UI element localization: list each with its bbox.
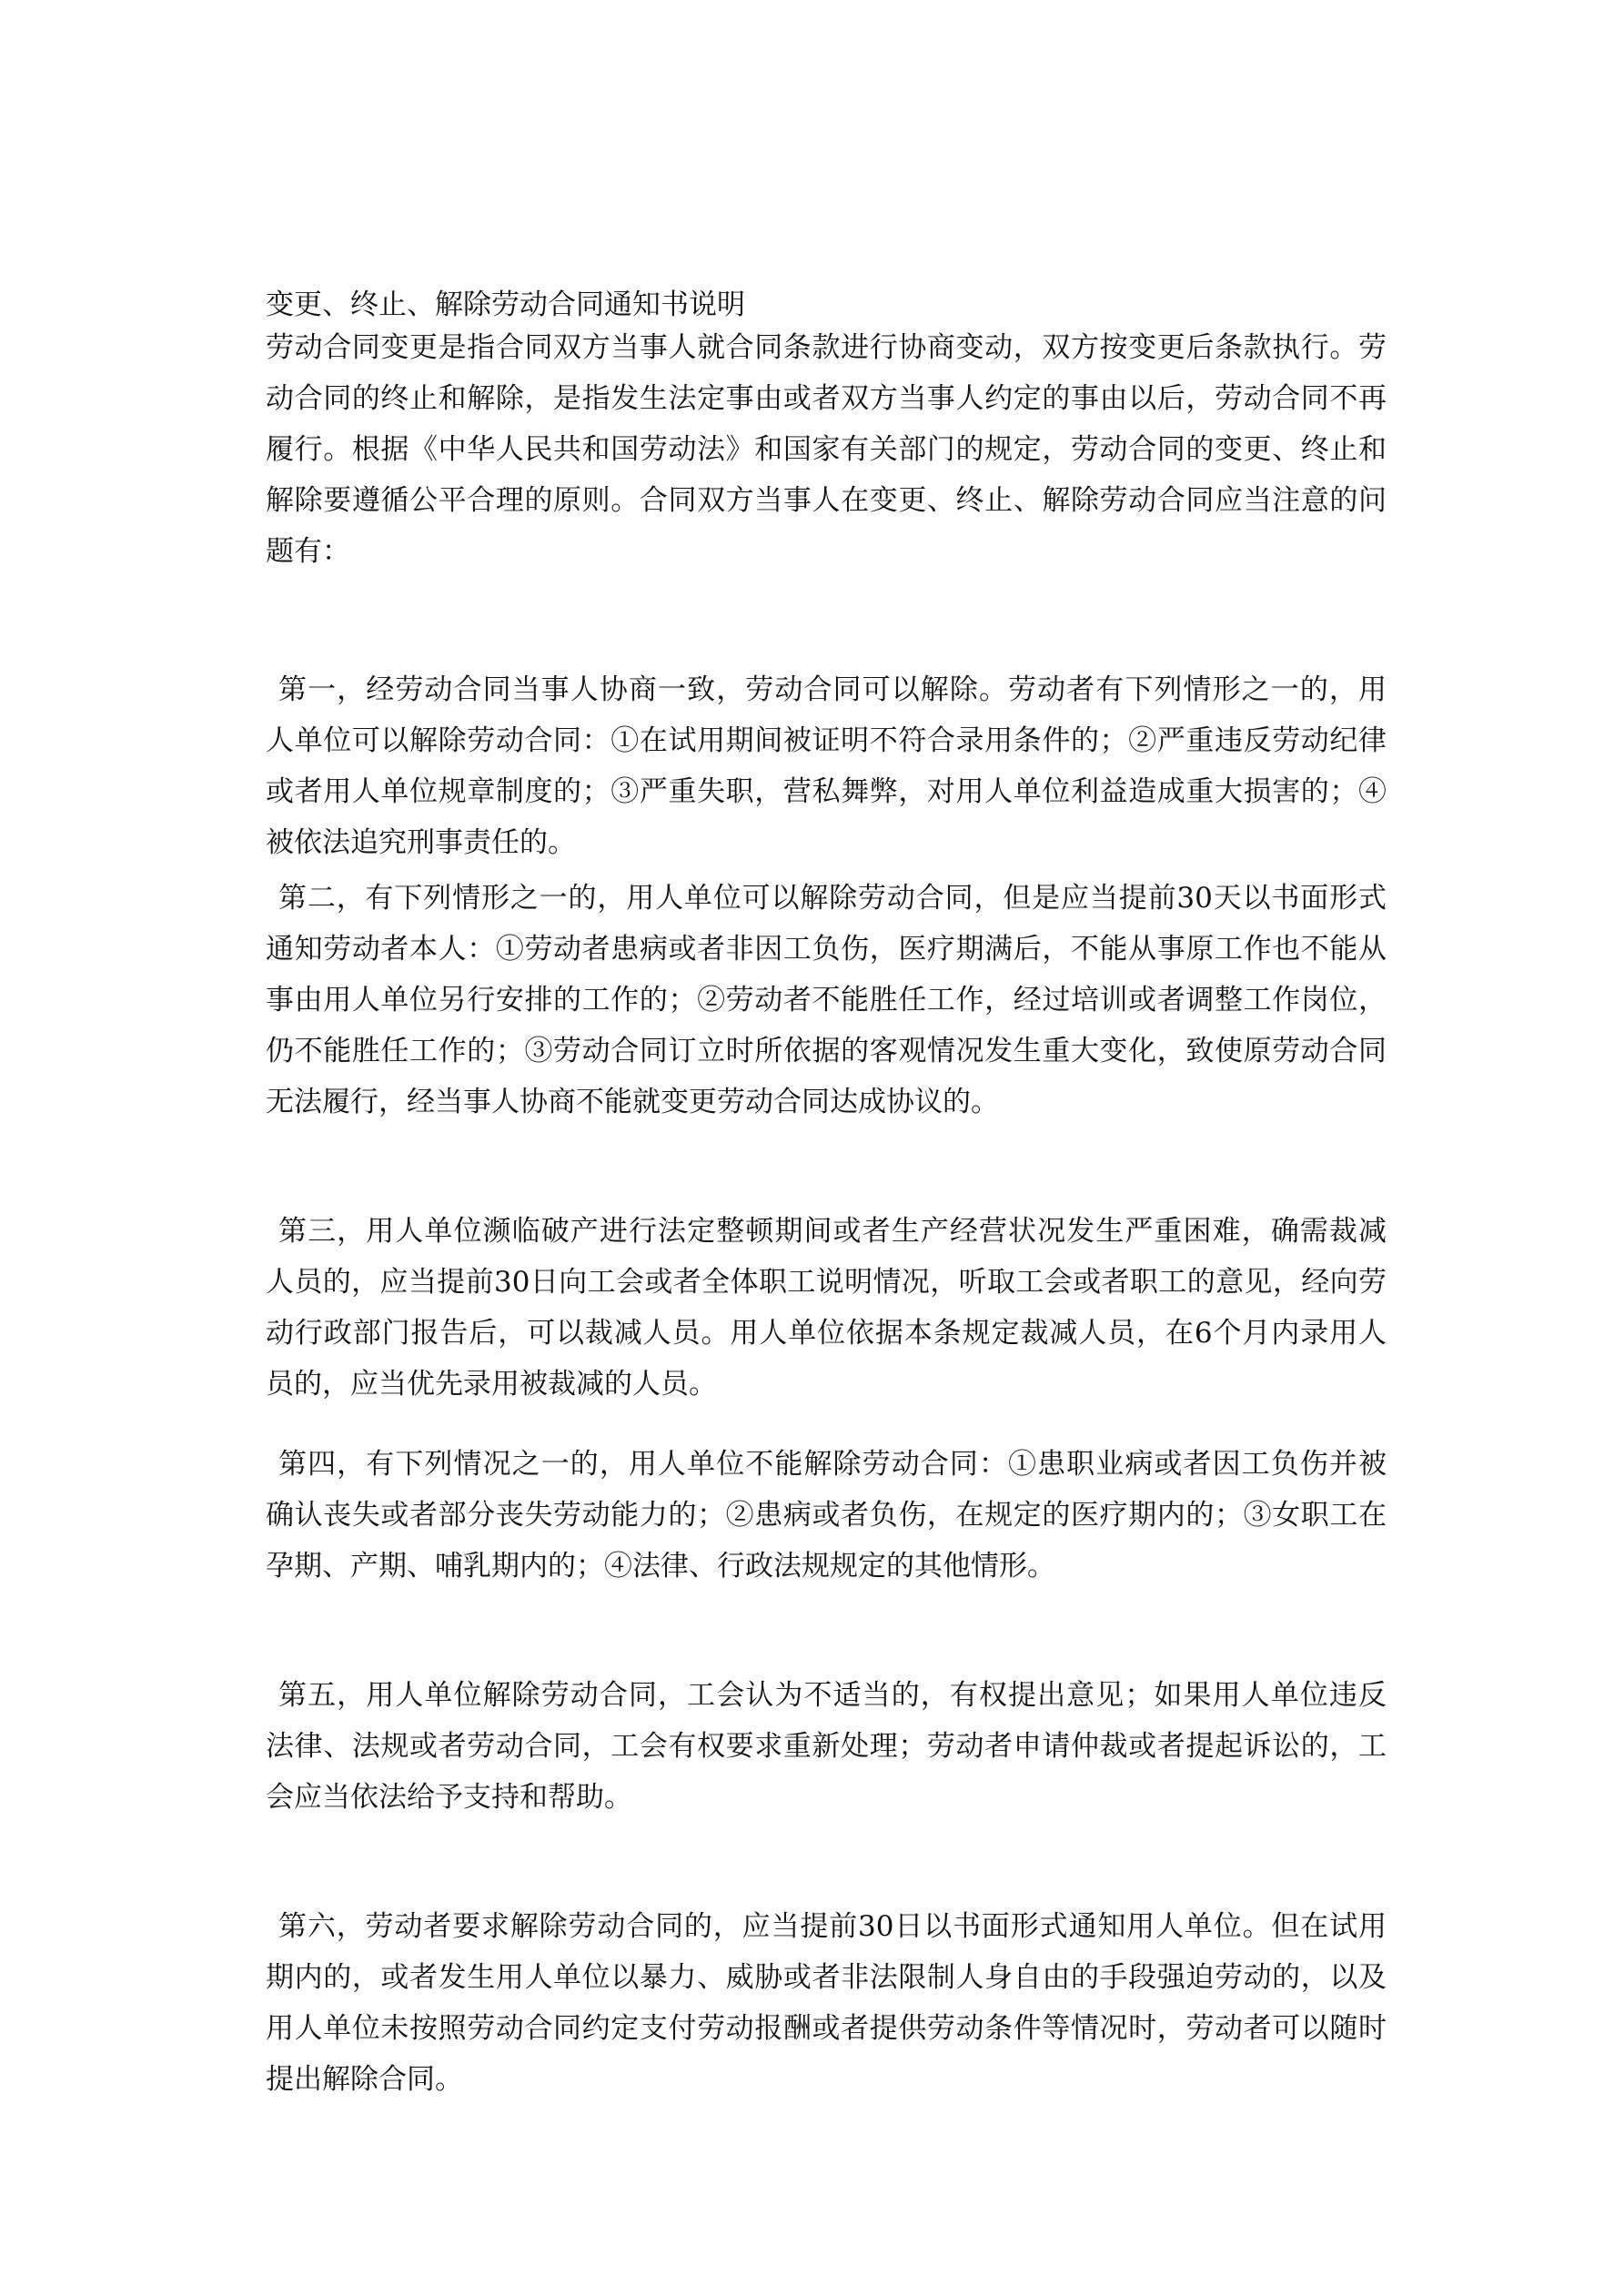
paragraph-line: 用人单位未按照劳动合同约定支付劳动报酬或者提供劳动条件等情况时，劳动者可以随时 <box>266 2012 1387 2045</box>
paragraph-line: 动合同的终止和解除，是指发生法定事由或者双方当事人约定的事由以后，劳动合同不再 <box>266 382 1387 415</box>
paragraph-line: 确认丧失或者部分丧失劳动能力的；②患病或者负伤，在规定的医疗期内的；③女职工在 <box>266 1499 1387 1532</box>
paragraph-line: 解除要遵循公平合理的原则。合同双方当事人在变更、终止、解除劳动合同应当注意的问 <box>266 484 1387 517</box>
paragraph-fourth <box>266 1439 1387 1592</box>
paragraph-line: 第五，用人单位解除劳动合同，工会认为不适当的，有权提出意见；如果用人单位违反 <box>278 1679 1387 1712</box>
paragraph-line: 人员的，应当提前30日向工会或者全体职工说明情况，听取工会或者职工的意见，经向劳 <box>266 1266 1387 1299</box>
paragraph-line: 员的，应当优先录用被裁减的人员。 <box>266 1368 717 1401</box>
paragraph-line: 履行。根据《中华人民共和国劳动法》和国家有关部门的规定，劳动合同的变更、终止和 <box>266 433 1387 466</box>
paragraph-line: 事由用人单位另行安排的工作的；②劳动者不能胜任工作，经过培训或者调整工作岗位， <box>266 984 1387 1017</box>
paragraph-line: 人单位可以解除劳动合同：①在试用期间被证明不符合录用条件的；②严重违反劳动纪律 <box>266 724 1387 757</box>
paragraph-line: 期内的，或者发生用人单位以暴力、威胁或者非法限制人身自由的手段强迫劳动的，以及 <box>266 1961 1387 1994</box>
paragraph-line: 或者用人单位规章制度的；③严重失职，营私舞弊，对用人单位利益造成重大损害的；④ <box>266 775 1387 808</box>
paragraph-first <box>266 664 1387 868</box>
title-text: 变更、终止、解除劳动合同通知书说明 <box>266 288 745 321</box>
paragraph-line: 孕期、产期、哺乳期内的；④法律、行政法规规定的其他情形。 <box>266 1550 1055 1583</box>
paragraph-line: 会应当依法给予支持和帮助。 <box>266 1781 632 1814</box>
paragraph-line: 第四，有下列情况之一的，用人单位不能解除劳动合同：①患职业病或者因工负伤并被 <box>278 1448 1387 1481</box>
paragraph-sixth <box>266 1901 1387 2105</box>
paragraph-line: 提出解除合同。 <box>266 2063 463 2096</box>
paragraph-line: 通知劳动者本人：①劳动者患病或者非因工负伤，医疗期满后，不能从事原工作也不能从 <box>266 933 1387 966</box>
paragraph-line: 被依法追究刑事责任的。 <box>266 826 576 859</box>
paragraph-third <box>266 1206 1387 1410</box>
paragraph-intro <box>266 322 1387 577</box>
paragraph-line: 无法履行，经当事人协商不能就变更劳动合同达成协议的。 <box>266 1086 999 1118</box>
paragraph-line: 题有： <box>266 535 350 568</box>
paragraph-line: 劳动合同变更是指合同双方当事人就合同条款进行协商变动，双方按变更后条款执行。劳 <box>266 331 1387 364</box>
paragraph-line: 法律、法规或者劳动合同，工会有权要求重新处理；劳动者申请仲裁或者提起诉讼的，工 <box>266 1730 1387 1763</box>
paragraph-fifth <box>266 1670 1387 1823</box>
paragraph-line: 第一，经劳动合同当事人协商一致，劳动合同可以解除。劳动者有下列情形之一的，用 <box>278 673 1387 706</box>
paragraph-line: 动行政部门报告后，可以裁减人员。用人单位依据本条规定裁减人员，在6个月内录用人 <box>266 1317 1387 1350</box>
paragraph-second <box>266 873 1387 1128</box>
paragraph-line: 仍不能胜任工作的；③劳动合同订立时所依据的客观情况发生重大变化，致使原劳动合同 <box>266 1035 1387 1067</box>
paragraph-line: 第二，有下列情形之一的，用人单位可以解除劳动合同，但是应当提前30天以书面形式 <box>278 882 1387 915</box>
paragraph-line: 第六，劳动者要求解除劳动合同的，应当提前30日以书面形式通知用人单位。但在试用 <box>278 1910 1387 1943</box>
paragraph-line: 第三，用人单位濒临破产进行法定整顿期间或者生产经营状况发生严重困难，确需裁减 <box>278 1215 1387 1248</box>
